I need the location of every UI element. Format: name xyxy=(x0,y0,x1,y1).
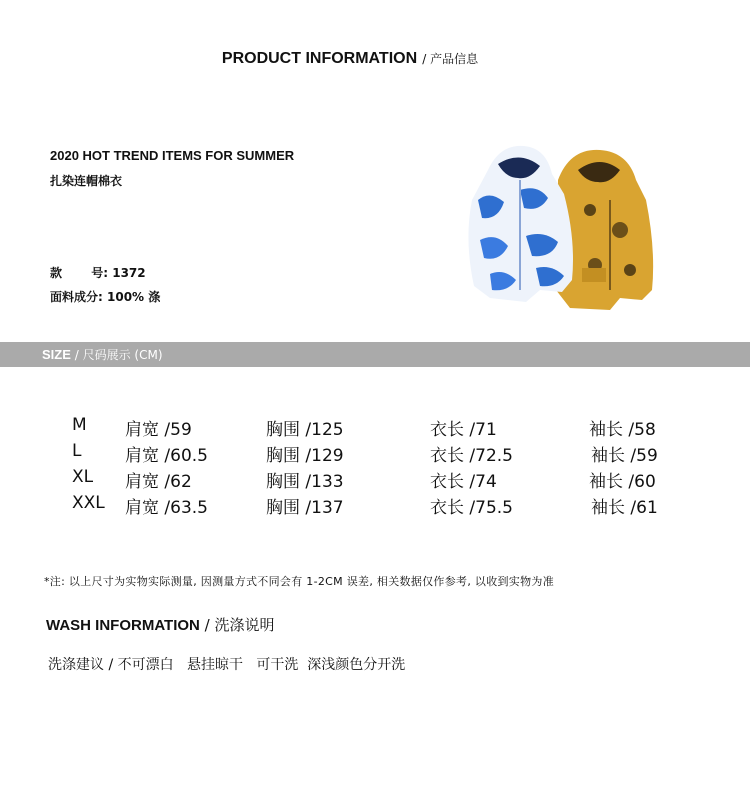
product-name: 扎染连帽棉衣 xyxy=(50,174,123,188)
chest-girth: 胸围 /125 xyxy=(266,420,344,440)
sleeve-length: 袖长 /60 xyxy=(589,472,656,492)
style-value: 1372 xyxy=(112,266,146,280)
size-label: XXL xyxy=(72,493,105,513)
title-en: PRODUCT INFORMATION xyxy=(221,50,418,67)
wash-title-en: WASH INFORMATION xyxy=(46,617,200,634)
size-title-en: SIZE xyxy=(42,347,71,362)
size-section-bar xyxy=(0,342,750,367)
garment-length: 衣长 /72.5 xyxy=(430,446,513,466)
garment-length: 衣长 /71 xyxy=(430,420,497,440)
chest-girth: 胸围 /133 xyxy=(266,472,344,492)
size-section-title xyxy=(42,346,163,363)
shoulder-width: 肩宽 /59 xyxy=(125,420,192,440)
title-zh: / 产品信息 xyxy=(422,52,479,66)
garment-length: 衣长 /75.5 xyxy=(430,498,513,518)
wash-title-zh: / 洗涤说明 xyxy=(204,616,275,634)
fabric-label: 面料成分: xyxy=(50,290,103,304)
size-label: M xyxy=(72,415,87,435)
shoulder-width: 肩宽 /60.5 xyxy=(125,446,208,466)
size-row-l xyxy=(0,441,750,467)
fabric-composition xyxy=(50,288,160,305)
sleeve-length: 袖长 /59 xyxy=(591,446,658,466)
size-row-m xyxy=(0,415,750,441)
product-photo xyxy=(460,140,660,320)
shoulder-width: 肩宽 /63.5 xyxy=(125,498,208,518)
size-label: XL xyxy=(72,467,94,487)
chest-girth: 胸围 /129 xyxy=(266,446,344,466)
size-label: L xyxy=(72,441,82,461)
size-row-xl xyxy=(0,467,750,493)
shoulder-width: 肩宽 /62 xyxy=(125,472,192,492)
trend-heading: 2020 HOT TREND ITEMS FOR SUMMER xyxy=(50,148,295,163)
chest-girth: 胸围 /137 xyxy=(266,498,344,518)
blue-jacket xyxy=(468,146,573,302)
size-title-zh: / 尺码展示 (CM) xyxy=(74,348,163,362)
wash-instructions: 洗涤建议 / 不可漂白 悬挂晾干 可干洗 深浅颜色分开洗 xyxy=(48,657,406,673)
wash-title xyxy=(46,614,274,635)
page-title xyxy=(0,48,700,68)
sleeve-length: 袖长 /58 xyxy=(589,420,656,440)
size-row-xxl xyxy=(0,493,750,519)
garment-length: 衣长 /74 xyxy=(430,472,497,492)
measurement-note: *注: 以上尺寸为实物实际测量, 因测量方式不同会有 1-2CM 误差, 相关数据仅作参考, 以收到实物为准 xyxy=(44,575,555,588)
fabric-value: 100% 涤 xyxy=(107,290,161,304)
style-label: 款 号: xyxy=(50,266,109,280)
style-number xyxy=(50,264,146,281)
sleeve-length: 袖长 /61 xyxy=(591,498,658,518)
